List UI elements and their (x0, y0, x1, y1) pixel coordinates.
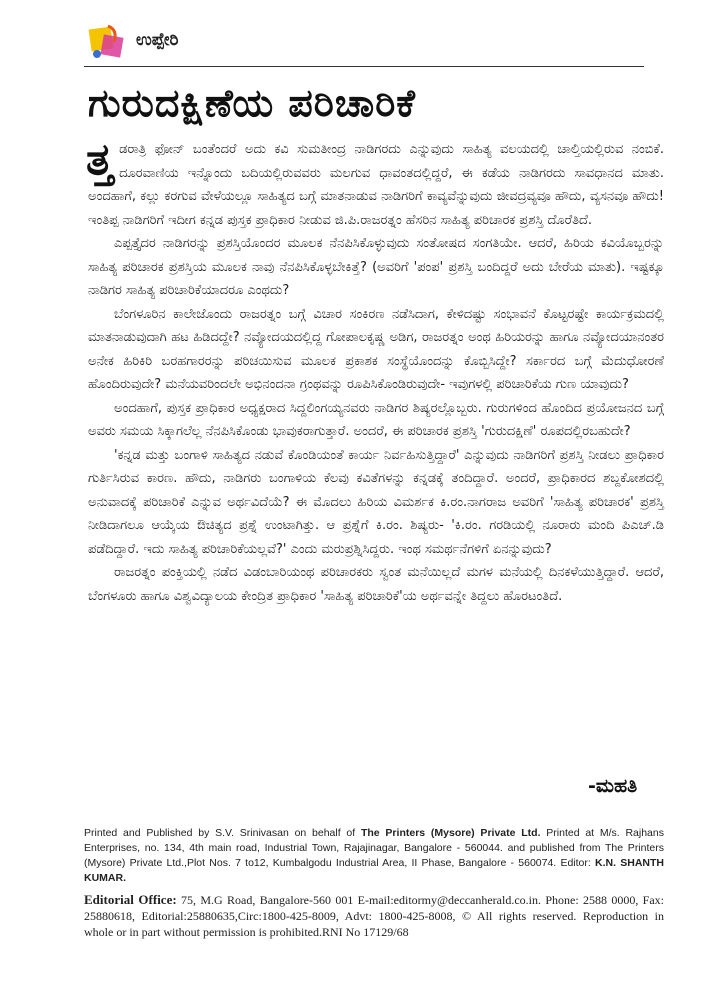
imprint-printers-name: The Printers (Mysore) Private Ltd. (360, 827, 541, 839)
section-header (84, 18, 684, 66)
editorial-office-details: 75, M.G Road, Bangalore-560 001 E-mail:editormy@deccanherald.co.in. Phone: 2588 0000, Fax: 25880618, Editorial:25880635,Circ:1800-425-8009, Advt: 1800-425-8008, © All rights reserved. Reproduction in whole or in part without permission is prohibited.RNI No 17129/68 (84, 893, 665, 939)
imprint-editor: K.N. SHANTH KUMAR. (84, 857, 665, 884)
author-byline: -ಮಹತಿ (588, 775, 638, 797)
article-body (86, 134, 664, 608)
article-paragraph: ರಾಜರತ್ನಂ ಪಂಕ್ತಿಯಲ್ಲಿ ನಡೆದ ವಿಡಂಬಾರಿಯಂಥ ಪರಿಚಾರಕರು ಸ್ವಂತ ಮನೆಯಿಲ್ಲದೆ ಮಗಳ ಮನೆಯಲ್ಲಿ ದಿನಕಳೆಯುತ್ತಿದ್ದಾರೆ. ಆದರೆ, ಬೆಂಗಳೂರು ಹಾಗೂ ವಿಶ್ವವಿದ್ಯಾಲಯ ಕೇಂದ್ರಿತ ಪ್ರಾಧಿಕಾರ 'ಸಾಹಿತ್ಯ ಪರಿಚಾರಿಕೆ'ಯ ಅರ್ಥವನ್ನೇ ತಿದ್ದಲು ಹೊರಟಂತಿದೆ. (88, 565, 664, 604)
article-paragraph: ಎಪ್ಪತ್ತೈದರ ನಾಡಿಗರನ್ನು ಪ್ರಶಸ್ತಿಯೊಂದರ ಮೂಲಕ ನೆನಪಿಸಿಕೊಳ್ಳುವುದು ಸಂತೋಷದ ಸಂಗತಿಯೇ. ಆದರೆ, ಹಿರಿಯ ಕವಿಯೊಬ್ಬರನ್ನು ಸಾಹಿತ್ಯ ಪರಿಚಾರಕ ಪ್ರಶಸ್ತಿಯ ಮೂಲಕ ನಾವು ನೆನಪಿಸಿಕೊಳ್ಳಬೇಕಿತ್ತೆ? (ಅವರಿಗೆ 'ಪಂಪ' ಪ್ರಶಸ್ತಿ ಬಂದಿದ್ದರೆ ಅದು ಬೇರೆಯ ಮಾತು). ಇಷ್ಟಕ್ಕೂ ನಾಡಿಗರ ಸಾಹಿತ್ಯ ಪರಿಚಾರಿಕೆಯಾದರೂ ಎಂಥದು? (88, 236, 664, 298)
article-title: ಗುರುದಕ್ಷಿಣೆಯ ಪರಿಚಾರಿಕೆ (88, 81, 416, 125)
editorial-office-info (84, 892, 664, 940)
article-paragraph: ಬೆಂಗಳೂರಿನ ಕಾಲೇಜೊಂದು ರಾಜರತ್ನಂ ಬಗ್ಗೆ ವಿಚಾರ ಸಂಕಿರಣ ನಡೆಸಿದಾಗ, ಕೇಳಿದಷ್ಟು ಸಂಭಾವನೆ ಕೊಟ್ಟರಷ್ಟೇ ಕಾರ್ಯಕ್ರಮದಲ್ಲಿ ಮಾತನಾಡುವುದಾಗಿ ಹಟ ಹಿಡಿದದ್ದೇ? ನವ್ಯೋದಯದಲ್ಲಿದ್ದ ಗೋಪಾಲಕೃಷ್ಣ ಅಡಿಗ, ರಾಜರತ್ನಂ ಅಂಥ ಹಿರಿಯರನ್ನು ಹಾಗೂ ನವ್ಯೋದಯಾನಂತರ ಅನೇಕ ಹಿರಿಕಿರಿ ಬರಹಗಾರರನ್ನು ಪರಿಚಯಿಸುವ ಮೂಲಕ ಪ್ರಕಾಶಕ ಸಂಸ್ಥೆಯೊಂದನ್ನು ಕೊಬ್ಬಿಸಿದ್ದೇ? ಸರ್ಕಾರದ ಬಗ್ಗೆ ಮೆದುಧೋರಣೆ ಹೊಂದಿರುವುದೇ? ಮನೆಯವರಿಂದಲೇ ಅಭಿನಂದನಾ ಗ್ರಂಥವನ್ನು ರೂಪಿಸಿಕೊಂಡಿರುವುದೇ- ಇವುಗಳಲ್ಲಿ ಪರಿಚಾರಿಕೆಯ ಗುಣ ಯಾವುದು? (88, 306, 664, 392)
imprint-printed-at: Printed at M/s. Rajhans Enterprises, no. 134, 4th main road, Industrial Town, Rajajinagar, Bangalore - 560044. and published from The Printers (Mysore) Private Ltd.,Plot Nos. 7 to12, Kumbalgodu Industrial Area, II Phase, Bangalore - 560074. Editor: (84, 827, 664, 869)
header-divider (84, 66, 644, 67)
imprint-text (84, 826, 664, 886)
section-logo-icon (88, 22, 126, 62)
section-name: ಉಪ್ಪೇರಿ (136, 30, 179, 50)
article-paragraph (86, 134, 664, 232)
article-paragraph: 'ಕನ್ನಡ ಮತ್ತು ಬಂಗಾಳಿ ಸಾಹಿತ್ಯದ ನಡುವೆ ಕೊಂಡಿಯಂತೆ ಕಾರ್ಯ ನಿರ್ವಹಿಸುತ್ತಿದ್ದಾರೆ' ಎನ್ನುವುದು ನಾಡಿಗರಿಗೆ ಪ್ರಶಸ್ತಿ ನೀಡಲು ಪ್ರಾಧಿಕಾರ ಗುರ್ತಿಸಿರುವ ಕಾರಣ. ಹೌದು, ನಾಡಿಗರು ಬಂಗಾಳಿಯ ಕೆಲವು ಕವಿತೆಗಳನ್ನು ಕನ್ನಡಕ್ಕೆ ತಂದಿದ್ದಾರೆ. ಅಂದರೆ, ಪ್ರಾಧಿಕಾರದ ಶಬ್ದಕೋಶದಲ್ಲಿ ಅನುವಾದಕ್ಕೆ ಪರಿಚಾರಿಕೆ ಎನ್ನುವ ಅರ್ಥವಿದೆಯೆ? ಈ ಮೊದಲು ಹಿರಿಯ ವಿಮರ್ಶಕ ಕಿ.ರಂ.ನಾಗರಾಜ ಅವರಿಗೆ 'ಸಾಹಿತ್ಯ ಪರಿಚಾರಕ' ಪ್ರಶಸ್ತಿ ನೀಡಿದಾಗಲೂ ಆಯ್ಕೆಯ ಔಚಿತ್ಯದ ಪ್ರಶ್ನೆ ಉಂಟಾಗಿತ್ತು. ಆ ಪ್ರಶ್ನೆಗೆ ಕಿ.ರಂ. ಶಿಷ್ಯರು- 'ಕಿ.ರಂ. ಗರಡಿಯಲ್ಲಿ ನೂರಾರು ಮಂದಿ ಪಿಎಚ್.ಡಿ ಪಡೆದಿದ್ದಾರೆ. ಇದು ಸಾಹಿತ್ಯ ಪರಿಚಾರಿಕೆಯಲ್ಲವೆ?' ಎಂದು ಮರುಪ್ರಶ್ನಿಸಿದ್ದರು. ಇಂಥ ಸಮರ್ಥನೆಗಳಿಗೆ ಏನನ್ನುವುದು? (88, 447, 664, 557)
drop-cap: ತ್ತ (86, 134, 114, 185)
imprint-footer (84, 826, 664, 940)
article-paragraph: ಅಂದಹಾಗೆ, ಪುಸ್ತಕ ಪ್ರಾಧಿಕಾರ ಅಧ್ಯಕ್ಷರಾದ ಸಿದ್ದಲಿಂಗಯ್ಯನವರು ನಾಡಿಗರ ಶಿಷ್ಯರಲ್ಲೊಬ್ಬರು. ಗುರುಗಳಿಂದ ಹೊಂದಿದ ಪ್ರಯೋಜನದ ಬಗ್ಗೆ ಅವರು ಸಮಯ ಸಿಕ್ಕಾಗಲೆಲ್ಲ ನೆನಪಿಸಿಕೊಂಡು ಭಾವುಕರಾಗುತ್ತಾರೆ. ಅಂದರೆ, ಈ ಪರಿಚಾರಕ ಪ್ರಶಸ್ತಿ 'ಗುರುದಕ್ಷಿಣೆ' ರೂಪದಲ್ಲಿರಬಹುದೇ? (88, 400, 664, 439)
editorial-office-label: Editorial Office: (84, 892, 177, 907)
paragraph-text: ಡರಾತ್ರಿ ಫೋನ್ ಬಂತೆಂದರೆ ಅದು ಕವಿ ಸುಮತೀಂದ್ರ ನಾಡಿಗರದು ಎನ್ನುವುದು ಸಾಹಿತ್ಯ ವಲಯದಲ್ಲಿ ಚಾಲ್ತಿಯಲ್ಲಿರುವ ನಂಬಿಕೆ. ದೂರವಾಣಿಯ ಇನ್ನೊಂದು ಬದಿಯಲ್ಲಿರುವವರು ಮಲಗುವ ಧಾವಂತದಲ್ಲಿದ್ದರೆ, ಈ ಕಡೆಯ ನಾಡಿಗರದು ಸಾವಧಾನದ ಮಾತು. ಅಂದಹಾಗೆ, ಕಲ್ಲು ಕರಗುವ ವೇಳೆಯಲ್ಲೂ ಸಾಹಿತ್ಯದ ಬಗ್ಗೆ ಮಾತನಾಡುವ ನಾಡಿಗರಿಗೆ ಕಾವ್ಯವೆನ್ನುವುದು ಜೀವದ್ರವ್ಯವೂ ಹೌದು, ವ್ಯಸನವೂ ಹೌದು! ಇಂತಿಪ್ಪ ನಾಡಿಗರಿಗೆ ಇದೀಗ ಕನ್ನಡ ಪುಸ್ತಕ ಪ್ರಾಧಿಕಾರ ನೀಡುವ ಜಿ.ಪಿ.ರಾಜರತ್ನಂ ಹೆಸರಿನ ಸಾಹಿತ್ಯ ಪರಿಚಾರಕ ಪ್ರಶಸ್ತಿ ದೊರೆತಿದೆ. (88, 142, 664, 228)
imprint-printed-by: Printed and Published by S.V. Srinivasan on behalf of (84, 827, 361, 839)
